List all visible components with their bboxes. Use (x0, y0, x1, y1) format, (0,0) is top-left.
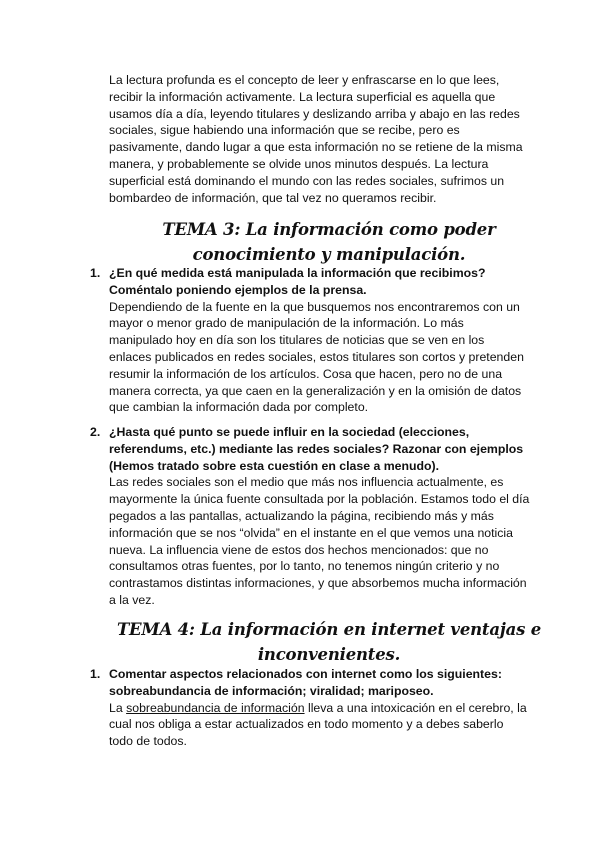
question-number: 2. (90, 425, 101, 439)
tema3-question-2 (90, 424, 530, 609)
answer-text (109, 700, 530, 750)
tema3-heading: TEMA 3: La información como poder conocimiento y manipulación. (162, 220, 496, 264)
answer-rest: lleva a una intoxicación en el cerebro, la cual nos obliga a estar actualizados en todo momento y a debes saberlo todo de todos. (109, 700, 527, 749)
tema4-question-1 (90, 666, 530, 750)
question-body (109, 424, 530, 609)
question-text: ¿En qué medida está manipulada la información que recibimos? Coméntalo poniendo ejemplos de la prensa. (109, 266, 486, 297)
underlined-term: sobreabundancia de información (126, 700, 305, 715)
question-text: Comentar aspectos relacionados con internet como los siguientes: sobreabundancia de información; viralidad; mariposeo. (109, 667, 502, 698)
question-number: 1. (90, 266, 101, 280)
question-text: ¿Hasta qué punto se puede influir en la sociedad (elecciones, referendums, etc.) mediante las redes sociales? Razonar con ejemplos (Hemos tratado sobre esta cuestión en clase a menudo). (109, 425, 524, 473)
question-number: 1. (90, 667, 101, 681)
question-body (109, 265, 530, 416)
answer-text: Dependiendo de la fuente en la que busquemos nos encontraremos con un mayor o menor grado de manipulación de la información. Lo más manipulado hoy en día son los titulares de noticias que se ven en los enlaces publicados en redes sociales, estos titulares son cortos y pretenden resumir la información de los artículos. Cosa que hacen, pero no de una manera correcta, ya que caen en la generalización y en la omisión de datos que cambian la información dada por completo. (109, 299, 524, 415)
tema3-question-1 (90, 265, 530, 416)
intro-paragraph: La lectura profunda es el concepto de leer y enfrascarse en lo que lees, recibir la información activamente. La lectura superficial es aquella que usamos día a día, leyendo titulares y deslizando arriba y abajo en las redes sociales, sigue habiendo una información que se recibe, pero es pasivamente, dando lugar a que esta información no se retiene de la misma manera, y probablemente se olvide unos minutos después. La lectura superficial está dominando el mundo con las redes sociales, sufrimos un bombardeo de información, que tal vez no queramos recibir. (109, 73, 523, 205)
question-body (109, 666, 530, 750)
answer-prefix: La (109, 700, 127, 715)
answer-text: Las redes sociales son el medio que más nos influencia actualmente, es mayormente la única fuente consultada por la población. Estamos todo el día pegados a las pantallas, actualizando la página, recibiendo más y más información que se nos “olvida” en el instante en el que vemos una noticia nueva. La influencia viene de estos dos hechos mencionados: que no consultamos otras fuentes, por lo tanto, no tenemos ningún criterio y no contrastamos distintas informaciones, y que absorbemos mucha información a la vez. (109, 475, 530, 607)
tema4-heading: TEMA 4: La información en internet ventajas e inconvenientes. (116, 620, 542, 664)
